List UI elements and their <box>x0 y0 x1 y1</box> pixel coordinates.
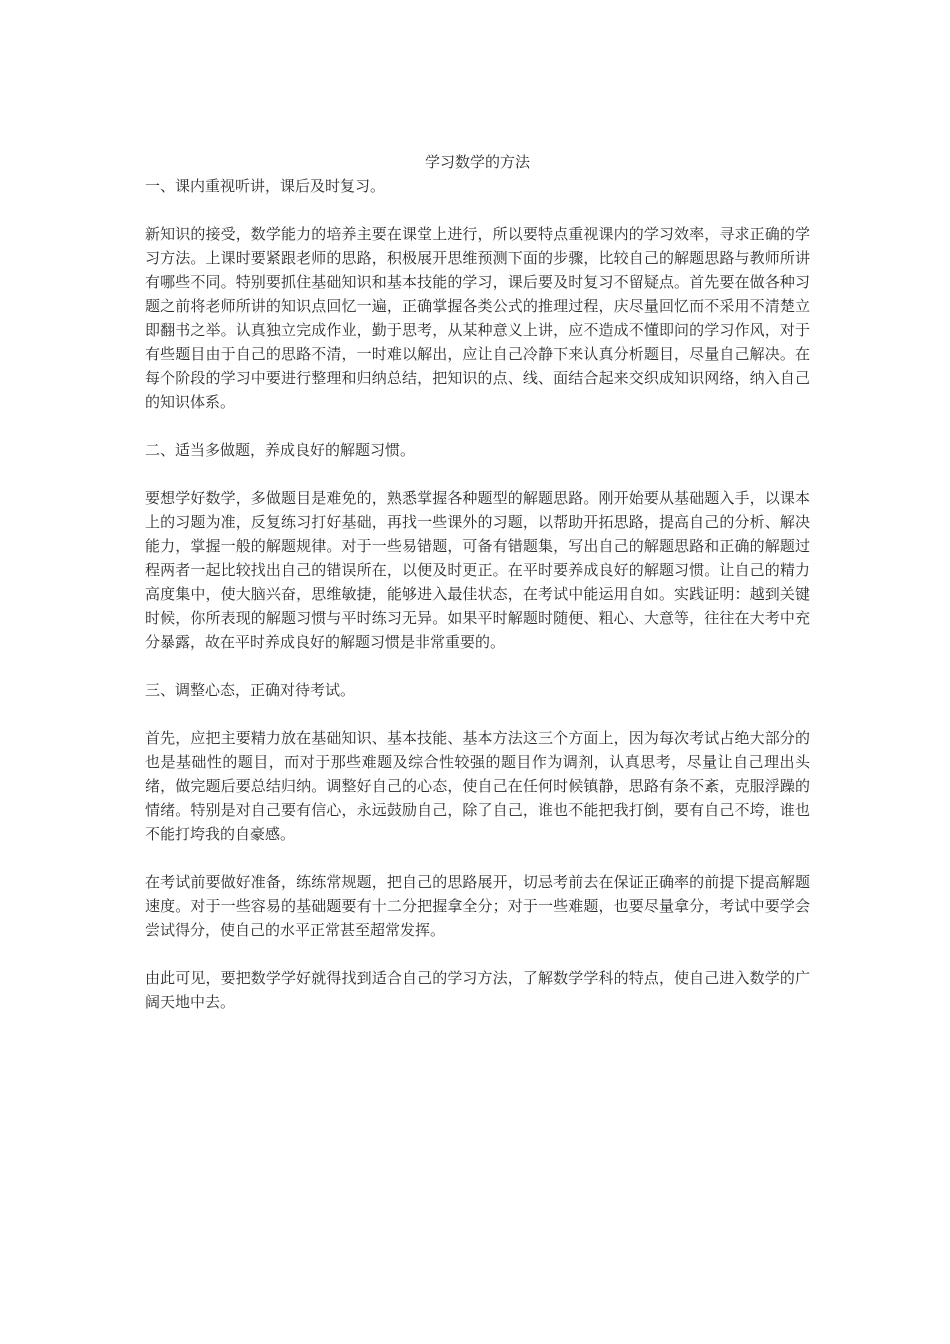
section-1-paragraph-1: 新知识的接受，数学能力的培养主要在课堂上进行，所以要特点重视课内的学习效率，寻求正确的学习方法。上课时要紧跟老师的思路，积极展开思维预测下面的步骤，比较自己的解题思路与教师所讲有哪些不同。特别要抓住基础知识和基本技能的学习，课后要及时复习不留疑点。首先要在做各种习题之前将老师所讲的知识点回忆一遍，正确掌握各类公式的推理过程，庆尽量回忆而不采用不清楚立即翻书之举。认真独立完成作业，勤于思考，从某种意义上讲，应不造成不懂即问的学习作风，对于有些题目由于自己的思路不清，一时难以解出，应让自己冷静下来认真分析题目，尽量自己解决。在每个阶段的学习中要进行整理和归纳总结，把知识的点、线、面结合起来交织成知识网络，纳入自己的知识体系。 <box>145 225 810 411</box>
section-3-heading: 三、调整心态，正确对待考试。 <box>145 681 356 699</box>
document-title: 学习数学的方法 <box>424 153 530 171</box>
document-body <box>145 150 810 1014</box>
section-3-paragraph-3: 由此可见，要把数学学好就得找到适合自己的学习方法，了解数学学科的特点，使自己进入数学的广阔天地中去。 <box>145 969 810 1011</box>
section-2-paragraph-1: 要想学好数学，多做题目是难免的，熟悉掌握各种题型的解题思路。刚开始要从基础题入手，以课本上的习题为准，反复练习打好基础，再找一些课外的习题，以帮助开拓思路，提高自己的分析、解决能力，掌握一般的解题规律。对于一些易错题，可备有错题集，写出自己的解题思路和正确的解题过程两者一起比较找出自己的错误所在，以便及时更正。在平时要养成良好的解题习惯。让自己的精力高度集中，使大脑兴奋，思维敏捷，能够进入最佳状态，在考试中能运用自如。实践证明：越到关键时候，你所表现的解题习惯与平时练习无异。如果平时解题时随便、粗心、大意等，往往在大考中充分暴露，故在平时养成良好的解题习惯是非常重要的。 <box>145 489 810 651</box>
section-1-heading: 一、课内重视听讲，课后及时复习。 <box>145 177 386 195</box>
section-3-paragraph-2: 在考试前要做好准备，练练常规题，把自己的思路展开，切忌考前去在保证正确率的前提下提高解题速度。对于一些容易的基础题要有十二分把握拿全分；对于一些难题，也要尽量拿分，考试中要学会尝试得分，使自己的水平正常甚至超常发挥。 <box>145 873 810 939</box>
section-2-heading: 二、适当多做题，养成良好的解题习惯。 <box>145 441 416 459</box>
section-3-paragraph-1: 首先，应把主要精力放在基础知识、基本技能、基本方法这三个方面上，因为每次考试占绝大部分的也是基础性的题目，而对于那些难题及综合性较强的题目作为调剂，认真思考，尽量让自己理出头绪，做完题后要总结归纳。调整好自己的心态，使自己在任何时候镇静，思路有条不紊，克服浮躁的情绪。特别是对自己要有信心，永远鼓励自己，除了自己，谁也不能把我打倒，要有自己不垮，谁也不能打垮我的自豪感。 <box>145 729 810 843</box>
